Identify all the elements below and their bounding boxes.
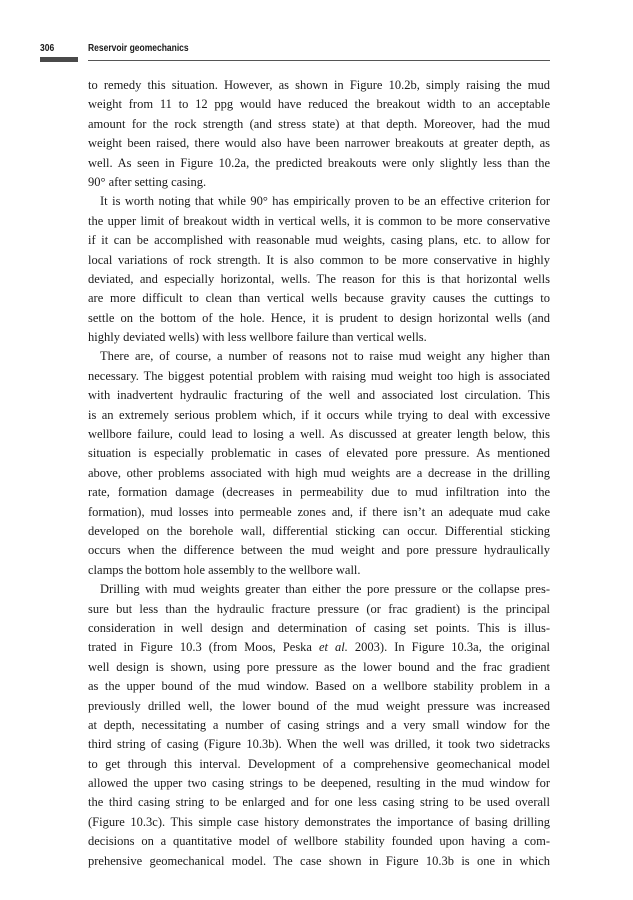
text-line: There are, of course, a number of reasons not to raise mud weight any higher than (100, 349, 550, 364)
text-line: necessary. The biggest potential problem with raising mud weight too high is associated (88, 368, 550, 383)
text-line: situation is especially problematic in cases of elevated pore pressure. As mentioned (88, 446, 550, 461)
text-line: It is worth noting that while 90° has empirically proven to be an effective criterion for (100, 194, 550, 209)
text-line: as the upper bound of the mud window. Based on a wellbore stability problem in a (88, 679, 550, 694)
text-line: rate, formation damage (decreases in permeability due to mud infiltration into the (88, 485, 550, 500)
text-line: to remedy this situation. However, as shown in Figure 10.2b, simply raising the mud (88, 78, 550, 92)
text-line: formation), mud losses into permeable zones and, if there isn’t an adequate mud cake (88, 504, 550, 519)
text-line: highly deviated wells) with less wellbore failure than vertical wells. (88, 330, 427, 345)
text-line: sure but less than the hydraulic fracture pressure (or frac gradient) is the principal (88, 601, 550, 616)
body-text (88, 76, 550, 871)
text-line: amount for the rock strength (and stress state) at that depth. Moreover, had the mud (88, 116, 550, 131)
page-header (40, 43, 550, 63)
text-line: the upper limit of breakout width in vertical wells, it is common to be more conservative (88, 213, 550, 228)
text-line: clamps the bottom hole assembly to the wellbore wall. (88, 562, 361, 577)
running-title: Reservoir geomechanics (88, 43, 189, 54)
text-line: weight been raised, there would also have been narrower breakouts at greater depth, as (88, 136, 550, 151)
text-line: prehensive geomechanical model. The case shown in Figure 10.3b is one in which (88, 853, 550, 868)
text-line: if it can be accomplished with reasonable mud weights, casing plans, etc. to allow for (88, 233, 550, 248)
text-line: wellbore failure, could lead to losing a well. As discussed at greater length below, this (88, 427, 550, 442)
text-line: local variations of rock strength. It is also common to be more conservative in highly (88, 252, 550, 267)
header-bar (40, 57, 78, 62)
header-rule (88, 60, 550, 61)
text-line: decisions on a quantitative model of wellbore stability founded upon having a com- (88, 834, 550, 849)
text-line: weight from 11 to 12 ppg would have reduced the breakout width to an acceptable (88, 97, 550, 112)
text-line: above, other problems associated with high mud weights are a decrease in the drilling (88, 465, 550, 480)
text-line: to get through this interval. Development of a comprehensive geomechanical model (88, 756, 550, 771)
text-line: deviated, and especially horizontal, wells. The reason for this is that horizontal wells (88, 271, 550, 286)
text-line: well. As seen in Figure 10.2a, the predicted breakouts were only slightly less than the (88, 155, 550, 170)
text-line: well design is shown, using pore pressure as the lower bound and the frac gradient (88, 659, 550, 674)
text-line: settle on the bottom of the hole. Hence, it is prudent to design horizontal wells (and (88, 310, 550, 325)
text-line: third string of casing (Figure 10.3b). When the well was drilled, it took two sidetracks (88, 737, 550, 752)
text-line: at depth, necessitating a number of casing strings and a very small window for the (88, 717, 550, 732)
text-line: consideration in well design and determination of casing set points. This is illus- (88, 620, 550, 635)
text-line: previously drilled well, the lower bound of the mud weight pressure was increased (88, 698, 550, 713)
citation-et-al: et al. (319, 640, 348, 655)
text-line: 90° after setting casing. (88, 174, 207, 189)
text-line: is an extremely serious problem which, if it occurs while trying to deal with excessive (88, 407, 550, 422)
text-line: occurs when the difference between the mud weight and pore pressure hydraulically (88, 543, 550, 558)
text-line: with inadvertent hydraulic fracturing of the well and associated lost circulation. This (88, 388, 550, 403)
text-line: trated in Figure 10.3 (from Moos, Peska et al. 2003). In Figure 10.3a, the original (88, 640, 550, 655)
text-line: allowed the upper two casing strings to be deepened, resulting in the mud window for (88, 776, 550, 791)
text-line: Drilling with mud weights greater than either the pore pressure or the collapse pres- (100, 582, 550, 597)
text-line: developed on the borehole wall, differential sticking can occur. Differential sticking (88, 523, 550, 538)
text-line: (Figure 10.3c). This simple case history demonstrates the importance of basing drilling (88, 814, 550, 829)
text-line: are more difficult to clean than vertical wells because gravity causes the cuttings to (88, 291, 550, 306)
text-line: the third casing string to be enlarged and for one less casing string to be used overall (88, 795, 550, 810)
page-number: 306 (40, 43, 55, 54)
